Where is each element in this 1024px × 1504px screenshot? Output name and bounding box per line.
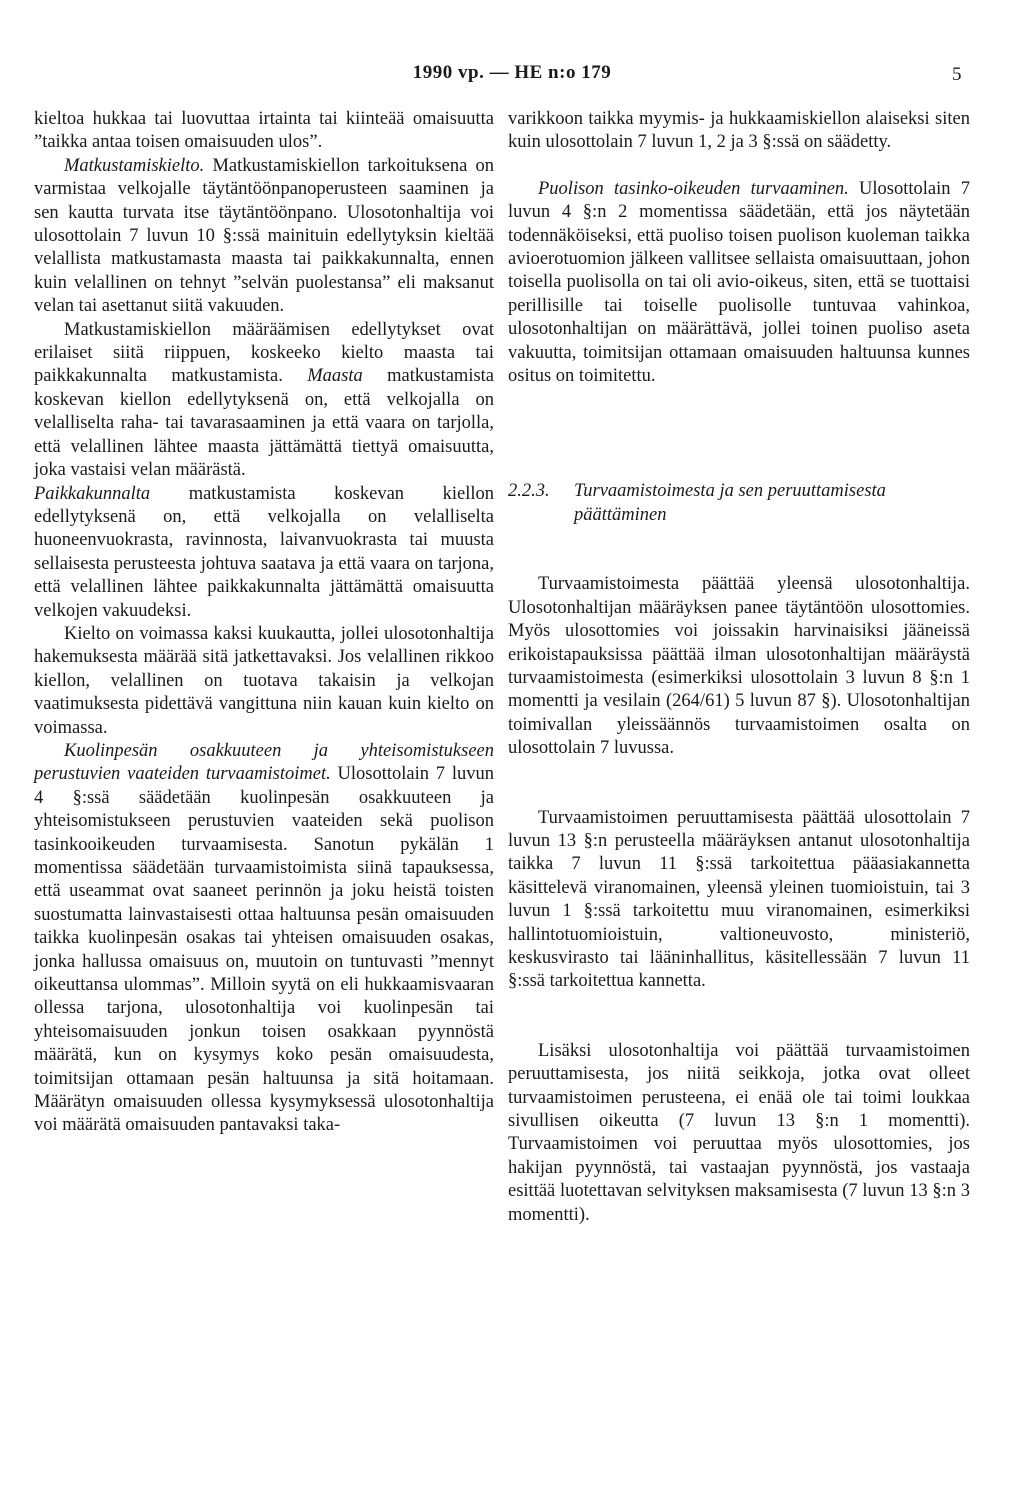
paragraph-text: Matkustamiskiellon määräämisen edellytykset ovat erilaiset siitä riippuen, koskeeko kielto maasta tai paikkakunnalta matkustamista. — [34, 319, 494, 387]
paragraph — [34, 319, 494, 483]
paragraph-text: Lisäksi ulosotonhaltija voi päättää turvaamistoimen peruuttamisesta, jos niitä seikkoja, jotka ovat olleet turvaamistoimen perusteena, ei enää ole tai toimi loukkaa sivullisen oikeutta (7 luvun 13 §:n 1 momentti). Turvaamistoimen voi peruuttaa myös ulosottomies, jos hakijan pyynnöstä, tai vastaajan pyynnöstä, jos vastaaja esittää luotettavan selvityksen maksamisesta (7 luvun 13 §:n 3 momentti). — [508, 1040, 970, 1225]
page-number: 5 — [952, 64, 962, 85]
right-column — [508, 108, 970, 1227]
paragraph-text: matkustamista koskevan kiellon edellytyksenä on, että velkojalla on velalliselta raha- tai tavarasaaminen ja että vaara on tarjolla, että velallinen lähtee maasta jättämättä tiettyä omaisuutta, joka vastaisi velan määrästä. — [34, 366, 495, 481]
paragraph-text: Ulosottolain 7 luvun 4 §:ssä säädetään kuolinpesän osakkuuteen ja yhteisomistukseen perustuvien vaateiden sekä puolison tasinkooikeuden turvaamisesta. Sanotun pykälän 1 momentissa säädetään turvaamistoimista siinä tapauksessa, että useammat ovat saaneet perinnön ja joku heistä toisten suostumatta lainvastaisesti ottaa haltuunsa pesän omaisuuden taikka kuolinpesän osakas tai yhteisen omaisuuden osakas, jonka hallussa omaisuus on, muutoin on tuntuvasti ”mennyt oikeuttansa ulommas”. Milloin syytä on eli hukkaamisvaaran ollessa tarjona, ulosotonhaltija voi kuolinpesän tai yhteisomaisuuden jonkun toisen osakkaan pyynnöstä määrätä, kun on kysymys koko pesän omaisuudesta, toimitsijan ottamaan pesän haltuunsa ja sitä hoitamaan. Määrätyn omaisuuden ollessa kysymyksessä ulosotonhaltija voi määrätä omaisuuden pantavaksi taka- — [34, 764, 494, 1136]
paragraph — [34, 740, 494, 1138]
paragraph-lead: Maasta — [307, 366, 363, 387]
paragraph — [508, 807, 970, 994]
paragraph — [34, 623, 494, 740]
section-title: Turvaamistoimesta ja sen peruuttamisesta päättäminen — [574, 481, 886, 525]
paragraph — [508, 178, 970, 389]
paragraph-text: matkustamista koskevan kiellon edellytyksenä on, että velkojalla on velalliselta huoneenvuokrasta, ravinnosta, laivanvuokrasta tai muusta sellaisesta perusteesta johtuva saatava ja että vaara on tarjona, että velallinen lähtee paikkakunnalta jättämättä omaisuutta velkojen vakuudeksi. — [34, 483, 494, 621]
paragraph-text: kieltoa hukkaa tai luovuttaa irtainta tai kiinteää omaisuutta ”taikka antaa toisen omaisuuden ulos”. — [34, 109, 494, 153]
paragraph — [34, 155, 494, 319]
page-header: 1990 vp. — HE n:o 179 — [412, 62, 612, 83]
section-number: 2.2.3. — [508, 481, 550, 502]
left-column — [34, 108, 494, 1138]
paragraph-lead: Kuolinpesän osakkuuteen ja yhteisomistukseen perustuvien vaateiden turvaamistoimet. — [34, 740, 494, 785]
paragraph — [508, 1040, 970, 1227]
paragraph-text: Turvaamistoimen peruuttamisesta päättää ulosottolain 7 luvun 13 §:n perusteella määräyksen antanut ulosotonhaltija taikka 7 luvun 11 §:ssä tarkoitettua pääasiakannetta käsittelevä viranomainen, yleensä yleinen tuomioistuin, tai 3 luvun 1 §:ssä tarkoitettu muu viranomainen, esimerkiksi hallintotuomioistuin, valtioneuvosto, ministeriö, keskusvirasto tai lääninhallitus, käsitellessään 7 luvun 11 §:ssä tarkoitettua kannetta. — [508, 807, 970, 992]
paragraph-text: Turvaamistoimesta päättää yleensä ulosotonhaltija. Ulosotonhaltijan määräyksen panee täytäntöön ulosottomies. Myös ulosottomies voi joissakin harvinaisiksi jääneissä erikoistapauksissa päättää ilman ulosotonhaltijan määräystä turvaamistoimesta (esimerkiksi ulosottolain 3 luvun 8 §:n 1 momentti ja vesilain (264/61) 5 luvun 87 §). Ulosotonhaltijan toimivallan yleissäännös turvaamistoimen osalta on ulosottolain 7 luvussa. — [508, 574, 970, 759]
paragraph-lead: Matkustamiskielto. — [64, 155, 205, 176]
paragraph-text: varikkoon taikka myymis- ja hukkaamiskiellon alaiseksi siten kuin ulosottolain 7 luvun 1, 2 ja 3 §:ssä on säädetty. — [508, 109, 970, 153]
section-heading — [508, 480, 970, 527]
paragraph — [34, 108, 494, 155]
paragraph-text: Kielto on voimassa kaksi kuukautta, jollei ulosotonhaltija hakemuksesta määrää sitä jatkettavaksi. Jos velallinen rikkoo kiellon, velallinen on tuotava takaisin ja velkojan vaatimuksesta pidettävä vangittuna niin kauan kuin kielto on voimassa. — [34, 623, 494, 738]
paragraph — [34, 483, 494, 623]
paragraph-lead: Paikkakunnalta — [34, 483, 151, 504]
paragraph-text: Ulosottolain 7 luvun 4 §:n 2 momentissa säädetään, että jos näytetään todennäköiseksi, että puoliso toisen puolison kuoleman taikka avioerotuomion jälkeen vallitsee sellaista omaisuuttaan, johon toisella puolisolla on tai oli avio-oikeus, siten, että se tuottaisi perillisille tai toiselle puolisolle tuntuvaa vahinkoa, ulosotonhaltijan on määrättävä, jollei toinen puoliso aseta vakuutta, toimitsijan ottamaan omaisuuden haltuunsa kunnes ositus on toimitettu. — [508, 178, 970, 387]
paragraph-text: Matkustamiskiellon tarkoituksena on varmistaa velkojalle täytäntöönpanoperusteen saaminen ja sen kautta turvata itse täytäntöönpano. Ulosotonhaltija voi ulosottolain 7 luvun 10 §:ssä mainituin edellytyksin kieltää velallista matkustamasta maasta tai paikkakunnalta, ennen kuin velallinen on tehnyt ”selvän puolestansa” eli maksanut velan tai asettanut siitä vakuuden. — [34, 155, 494, 317]
paragraph — [508, 573, 970, 760]
paragraph — [508, 108, 970, 155]
paragraph-lead: Puolison tasinko-oikeuden turvaaminen. — [538, 178, 849, 199]
